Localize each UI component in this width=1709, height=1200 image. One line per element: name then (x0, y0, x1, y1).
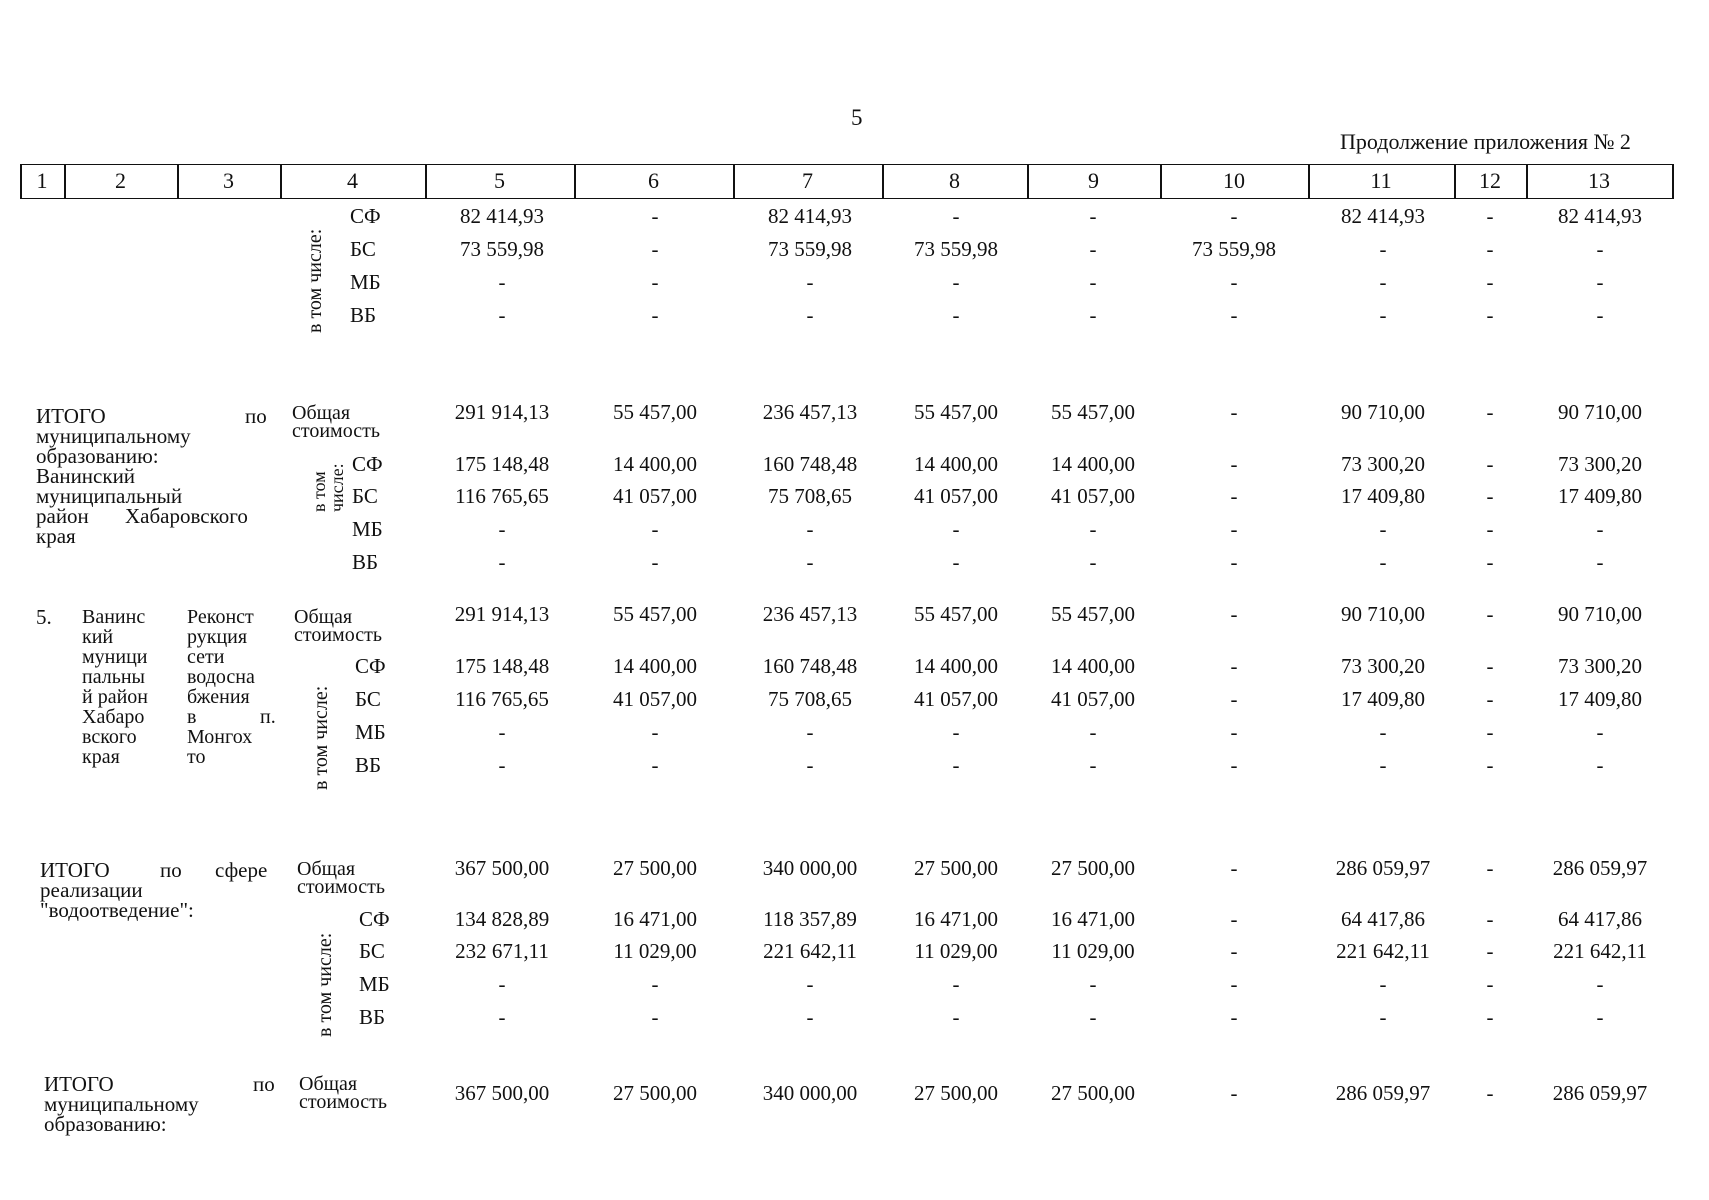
table-cell: 340 000,00 (762, 1081, 858, 1105)
table-cell: - (498, 517, 506, 541)
table-cell: - (1596, 1005, 1604, 1029)
table-cell: - (952, 1005, 960, 1029)
table-cell: 11 029,00 (1051, 939, 1135, 963)
table-cell: 55 457,00 (613, 602, 697, 626)
row-label: МБ (352, 517, 383, 541)
table-cell: - (1486, 400, 1494, 424)
page-number: 5 (851, 105, 863, 130)
table-cell: - (498, 550, 506, 574)
block-title: ИТОГО (36, 404, 106, 428)
table-cell: - (1089, 1005, 1097, 1029)
table-cell: - (1379, 270, 1387, 294)
table-cell: 64 417,86 (1341, 907, 1425, 931)
table-cell: - (651, 550, 659, 574)
header-cell: 11 (1370, 168, 1392, 193)
table-cell: - (806, 753, 814, 777)
table-cell: 82 414,93 (768, 204, 852, 228)
row-label: БС (359, 939, 385, 963)
table-cell: - (1230, 720, 1238, 744)
table-cell: 73 559,98 (768, 237, 852, 261)
cell-line: п. (260, 706, 276, 728)
table-cell: - (952, 720, 960, 744)
table-cell: 17 409,80 (1558, 687, 1642, 711)
table-cell: 14 400,00 (1051, 452, 1135, 476)
table-cell: 55 457,00 (613, 400, 697, 424)
block-title: муниципальному (44, 1092, 199, 1116)
table-cell: 221 642,11 (1553, 939, 1647, 963)
table-cell: - (651, 753, 659, 777)
table-cell: - (1089, 972, 1097, 996)
table-cell: - (806, 1005, 814, 1029)
table-cell: 27 500,00 (914, 856, 998, 880)
table-cell: 27 500,00 (1051, 856, 1135, 880)
table-cell: 73 559,98 (1192, 237, 1276, 261)
table-cell: 82 414,93 (1341, 204, 1425, 228)
table-cell: - (1486, 1081, 1494, 1105)
table-cell: 41 057,00 (613, 687, 697, 711)
table-cell: - (1486, 204, 1494, 228)
table-cell: - (1379, 303, 1387, 327)
table-cell: - (1379, 720, 1387, 744)
table-cell: 82 414,93 (1558, 204, 1642, 228)
table-cell: - (651, 720, 659, 744)
table-cell: 16 471,00 (613, 907, 697, 931)
block-title: Ванинский (36, 464, 136, 488)
table-cell: - (1089, 204, 1097, 228)
table-cell: - (806, 550, 814, 574)
cell-line: то (187, 746, 206, 768)
row-label: МБ (359, 972, 390, 996)
table-cell: - (1379, 237, 1387, 261)
table-cell: - (952, 204, 960, 228)
header-cell: 5 (494, 168, 505, 193)
table-cell: 291 914,13 (454, 400, 550, 424)
block-title: "водоотведение": (40, 898, 194, 922)
table-cell: - (1379, 550, 1387, 574)
row-label-total: Общая (292, 402, 351, 424)
table-cell: - (651, 972, 659, 996)
table-cell: - (1089, 550, 1097, 574)
table-cell: 221 642,11 (763, 939, 857, 963)
header-cell: 12 (1479, 168, 1501, 193)
table-cell: - (952, 972, 960, 996)
vertical-label: в том числе: (304, 228, 326, 333)
table-cell: - (651, 204, 659, 228)
cell-line: водосна (187, 666, 255, 688)
block-title: ИТОГО (40, 858, 110, 882)
table-cell: - (1596, 972, 1604, 996)
header-cell: 6 (648, 168, 659, 193)
row-label-total: стоимость (292, 420, 380, 442)
row-label-total: стоимость (297, 876, 385, 898)
table-cell: 27 500,00 (1051, 1081, 1135, 1105)
cell-line: бжения (187, 686, 250, 708)
table-cell: 73 559,98 (460, 237, 544, 261)
table-cell: - (1230, 452, 1238, 476)
table-cell: - (1486, 720, 1494, 744)
table-cell: 73 559,98 (914, 237, 998, 261)
row-label-total: стоимость (294, 624, 382, 646)
table-cell: - (1230, 517, 1238, 541)
table-cell: - (952, 550, 960, 574)
table-cell: - (1379, 753, 1387, 777)
cell-line: Хабаро (82, 706, 145, 728)
table-cell: 41 057,00 (1051, 484, 1135, 508)
table-cell: - (1596, 237, 1604, 261)
cell-line: сети (187, 646, 225, 668)
table-cell: 221 642,11 (1336, 939, 1430, 963)
header-cell: 10 (1223, 168, 1245, 193)
table-cell: 14 400,00 (1051, 654, 1135, 678)
row-label: МБ (355, 720, 386, 744)
table-cell: - (1596, 753, 1604, 777)
table-cell: - (952, 270, 960, 294)
row-label-total: Общая (294, 606, 353, 628)
vertical-label: в том числе: (310, 685, 332, 790)
table-cell: 14 400,00 (613, 654, 697, 678)
table-cell: 73 300,20 (1341, 452, 1425, 476)
cell-line: пальны (82, 666, 145, 688)
header-cell: 8 (949, 168, 960, 193)
table-cell: - (806, 517, 814, 541)
header-cell: 1 (36, 168, 48, 193)
table-cell: 14 400,00 (613, 452, 697, 476)
table-cell: 17 409,80 (1341, 484, 1425, 508)
table-cell: 286 059,97 (1335, 856, 1431, 880)
block-title: район (36, 504, 89, 528)
table-cell: - (1486, 602, 1494, 626)
table-cell: 291 914,13 (454, 602, 550, 626)
table-cell: - (806, 720, 814, 744)
row-label: СФ (355, 654, 386, 678)
row-index: 5. (36, 605, 52, 629)
row-label: БС (352, 484, 378, 508)
header-cell: 3 (223, 168, 234, 193)
table-cell: - (1089, 303, 1097, 327)
table-cell: - (1486, 484, 1494, 508)
vertical-label: в том (309, 471, 329, 512)
table-cell: - (1486, 1005, 1494, 1029)
table-cell: - (498, 753, 506, 777)
table-cell: 27 500,00 (613, 1081, 697, 1105)
table-cell: 90 710,00 (1558, 602, 1642, 626)
table-cell: - (651, 270, 659, 294)
table-cell: - (1230, 753, 1238, 777)
table-cell: - (651, 303, 659, 327)
table-cell: - (1486, 856, 1494, 880)
table-cell: 90 710,00 (1341, 400, 1425, 424)
table-cell: - (1486, 939, 1494, 963)
table-cell: 175 148,48 (454, 654, 550, 678)
header-cell: 4 (347, 168, 358, 193)
table-cell: - (1596, 720, 1604, 744)
header-cell: 2 (115, 168, 126, 193)
table-cell: - (498, 303, 506, 327)
table-cell: - (1230, 303, 1238, 327)
row-label: БС (350, 237, 376, 261)
table-cell: - (1230, 654, 1238, 678)
row-label: ВБ (352, 550, 379, 574)
table-cell: 75 708,65 (768, 687, 852, 711)
table-cell: 73 300,20 (1558, 654, 1642, 678)
table-cell: 286 059,97 (1335, 1081, 1431, 1105)
table-cell: 64 417,86 (1558, 907, 1642, 931)
table-cell: 116 765,65 (455, 484, 549, 508)
table-cell: 17 409,80 (1341, 687, 1425, 711)
table-cell: 286 059,97 (1552, 1081, 1648, 1105)
table-cell: 73 300,20 (1558, 452, 1642, 476)
table-cell: 82 414,93 (460, 204, 544, 228)
table-cell: 75 708,65 (768, 484, 852, 508)
row-label-total: стоимость (299, 1091, 387, 1113)
block-title: по (160, 858, 182, 882)
table-cell: - (1230, 687, 1238, 711)
table-cell: - (1486, 907, 1494, 931)
table-cell: 367 500,00 (454, 856, 550, 880)
table-cell: - (1230, 484, 1238, 508)
table-cell: 16 471,00 (1051, 907, 1135, 931)
table-cell: 367 500,00 (454, 1081, 550, 1105)
table-cell: 41 057,00 (914, 687, 998, 711)
table-cell: - (1230, 907, 1238, 931)
table-cell: 27 500,00 (613, 856, 697, 880)
table-cell: - (1486, 972, 1494, 996)
table-cell: - (1230, 1005, 1238, 1029)
table-cell: - (806, 270, 814, 294)
cell-line: кий (82, 626, 114, 648)
table-cell: - (498, 972, 506, 996)
block-title: образованию: (44, 1112, 167, 1136)
cell-line: Монгох (187, 726, 253, 748)
row-label: МБ (350, 270, 381, 294)
table-cell: 90 710,00 (1341, 602, 1425, 626)
row-label: СФ (352, 452, 383, 476)
table-cell: - (1596, 303, 1604, 327)
table-cell: 118 357,89 (763, 907, 857, 931)
table-cell: - (1089, 753, 1097, 777)
table-cell: - (651, 517, 659, 541)
table-cell: - (1486, 452, 1494, 476)
header-cell: 7 (802, 168, 813, 193)
table-cell: - (1230, 972, 1238, 996)
table-cell: 55 457,00 (1051, 400, 1135, 424)
table-cell: - (1379, 517, 1387, 541)
table-cell: 73 300,20 (1341, 654, 1425, 678)
cell-line: Реконст (187, 606, 254, 628)
table-cell: 11 029,00 (914, 939, 998, 963)
table-cell: 41 057,00 (613, 484, 697, 508)
table-cell: 55 457,00 (914, 400, 998, 424)
header-cell: 13 (1588, 168, 1610, 193)
row-label-total: Общая (297, 858, 356, 880)
table-cell: 90 710,00 (1558, 400, 1642, 424)
cell-line: вского (82, 726, 137, 748)
table-cell: - (1486, 753, 1494, 777)
table-cell: - (1230, 856, 1238, 880)
table-cell: - (952, 517, 960, 541)
block-title: реализации (40, 878, 143, 902)
table-cell: 27 500,00 (914, 1081, 998, 1105)
table-cell: - (498, 720, 506, 744)
table-cell: - (1089, 270, 1097, 294)
table-cell: - (1230, 204, 1238, 228)
row-label: СФ (359, 907, 390, 931)
row-label-total: Общая (299, 1073, 358, 1095)
table-cell: - (1486, 237, 1494, 261)
table-cell: - (1486, 270, 1494, 294)
block-title: Хабаровского (125, 504, 248, 528)
table-cell: 17 409,80 (1558, 484, 1642, 508)
table-cell: - (952, 753, 960, 777)
block-title: сфере (215, 858, 268, 882)
header-divider (1672, 164, 1674, 199)
table-cell: - (1230, 270, 1238, 294)
table-cell: - (651, 237, 659, 261)
row-label: БС (355, 687, 381, 711)
cell-line: рукция (187, 626, 248, 648)
row-label: ВБ (355, 753, 382, 777)
table-cell: 55 457,00 (1051, 602, 1135, 626)
cell-line: края (82, 746, 120, 768)
vertical-label: числе: (327, 463, 347, 512)
table-cell: - (498, 270, 506, 294)
table-cell: 236 457,13 (762, 400, 858, 424)
table-cell: - (1379, 972, 1387, 996)
row-label: СФ (350, 204, 381, 228)
row-label: ВБ (350, 303, 377, 327)
table-cell: - (806, 303, 814, 327)
table-cell: 41 057,00 (914, 484, 998, 508)
table-cell: 236 457,13 (762, 602, 858, 626)
table-cell: - (1596, 270, 1604, 294)
table-cell: 55 457,00 (914, 602, 998, 626)
block-title: края (36, 524, 76, 548)
table-cell: - (1230, 939, 1238, 963)
table-cell: - (1089, 517, 1097, 541)
table-cell: - (1089, 237, 1097, 261)
table-cell: - (1230, 602, 1238, 626)
table-cell: - (1596, 550, 1604, 574)
table-cell: - (806, 972, 814, 996)
continuation-note: Продолжение приложения № 2 (1340, 129, 1631, 154)
block-title: по (253, 1072, 275, 1096)
table-cell: 232 671,11 (455, 939, 549, 963)
table-cell: - (1230, 400, 1238, 424)
table-cell: - (651, 1005, 659, 1029)
row-label: ВБ (359, 1005, 386, 1029)
vertical-label: в том числе: (314, 932, 336, 1037)
block-title: образованию: (36, 444, 159, 468)
block-title: ИТОГО (44, 1072, 114, 1096)
table-cell: 286 059,97 (1552, 856, 1648, 880)
table-cell: 14 400,00 (914, 654, 998, 678)
table-cell: - (1486, 517, 1494, 541)
cell-line: й район (82, 686, 148, 708)
table-cell: - (1089, 720, 1097, 744)
block-title: муниципальный (36, 484, 183, 508)
table-cell: 134 828,89 (454, 907, 550, 931)
table-cell: - (498, 1005, 506, 1029)
table-cell: 160 748,48 (762, 654, 858, 678)
block-title: муниципальному (36, 424, 191, 448)
cell-line: муници (82, 646, 148, 668)
table-cell: - (1230, 1081, 1238, 1105)
table-cell: 340 000,00 (762, 856, 858, 880)
table-cell: 41 057,00 (1051, 687, 1135, 711)
table-cell: - (1596, 517, 1604, 541)
table-cell: 175 148,48 (454, 452, 550, 476)
block-title: по (245, 404, 267, 428)
table-cell: 14 400,00 (914, 452, 998, 476)
table-cell: - (1379, 1005, 1387, 1029)
cell-line: в (187, 706, 197, 728)
table-cell: 16 471,00 (914, 907, 998, 931)
table-cell: 116 765,65 (455, 687, 549, 711)
table-cell: - (1486, 550, 1494, 574)
table-cell: - (952, 303, 960, 327)
table-cell: - (1230, 550, 1238, 574)
table-cell: - (1486, 654, 1494, 678)
table-cell: 11 029,00 (613, 939, 697, 963)
table-cell: - (1486, 687, 1494, 711)
cell-line: Ванинс (82, 606, 146, 628)
table-cell: 160 748,48 (762, 452, 858, 476)
header-cell: 9 (1088, 168, 1099, 193)
table-cell: - (1486, 303, 1494, 327)
